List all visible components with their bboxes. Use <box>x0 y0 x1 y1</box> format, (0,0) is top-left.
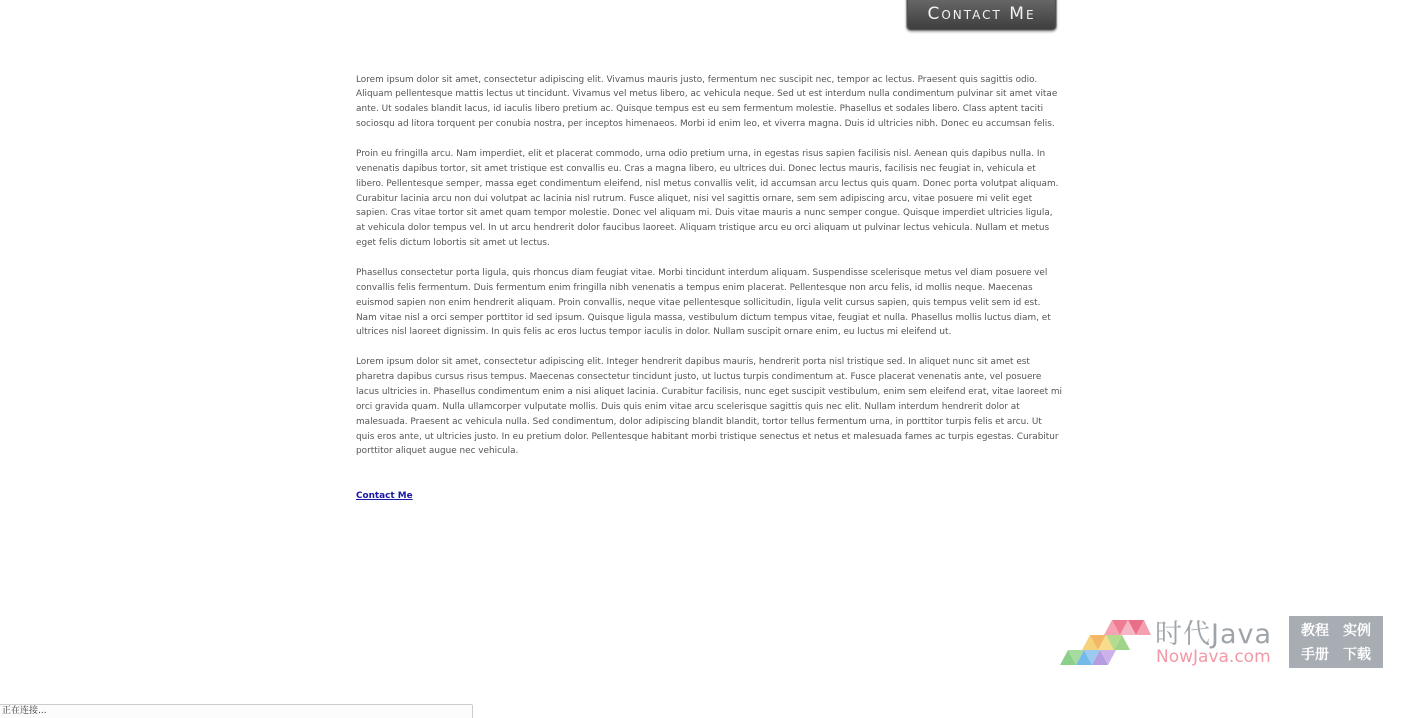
paragraph-line: porttitor aliquet augue nec vehicula. <box>356 446 519 457</box>
paragraph-1 <box>356 73 1070 133</box>
paragraph-line: convallis felis fermentum. Duis fermentum enim fringilla nibh venenatis a tempus enim placerat. Pellentesque non arcu felis, id mollis neque. Maecenas <box>356 282 1033 293</box>
contact-link-row <box>356 489 1070 504</box>
paragraph-line: libero. Pellentesque semper, massa eget condimentum eleifend, nisl metus convallis velit, id accumsan arcu lectus quis quam. Donec porta volutpat aliquam. <box>356 178 1059 189</box>
watermark-menu-item: 下载 <box>1343 647 1371 663</box>
status-bar <box>0 704 473 718</box>
triangle-logo-icon <box>1059 619 1152 666</box>
paragraph-line: malesuada. Praesent ac vehicula nulla. Sed condimentum, dolor adipiscing blandit blandit, tortor tellus fermentum urna, in porttitor turpis felis et arcu. Ut <box>356 416 1042 427</box>
contact-me-link[interactable]: Contact Me <box>356 491 413 501</box>
paragraph-line: lacus ultricies in. Phasellus condimentum enim a nisi aliquet lacinia. Curabitur facilisis, nunc eget suscipit vestibulum, enim sem eleifend erat, vitae laoreet mi <box>356 386 1062 397</box>
paragraph-line: eget felis dictum lobortis sit amet ut lectus. <box>356 238 550 249</box>
paragraph-line: quis eros ante, ut ultricies justo. In eu pretium dolor. Pellentesque habitant morbi tristique senectus et netus et malesuada fames ac turpis egestas. Curabitur <box>356 431 1059 442</box>
paragraph-line: ante. Ut sodales blandit lacus, id iaculis libero pretium ac. Quisque tempus est eu sem fermentum molestie. Phasellus et sodales libero. Class aptent taciti <box>356 104 1044 115</box>
paragraph-line: euismod sapien non enim hendrerit aliquam. Proin convallis, neque vitae pellentesque sollicitudin, ligula velit cursus sapien, quis tempus velit sem id est. <box>356 297 1041 308</box>
article-body <box>356 73 1070 504</box>
watermark-menu-box <box>1289 616 1383 668</box>
paragraph-line: Curabitur lacinia arcu non dui volutpat ac lacinia nisl rutrum. Fusce aliquet, nisi vel sagittis ornare, sem sem adipiscing arcu, vitae posuere mi velit eget <box>356 193 1033 204</box>
paragraph-2 <box>356 147 1070 251</box>
paragraph-line: sapien. Cras vitae tortor sit amet quam tempor molestie. Donec vel aliquam mi. Duis vitae mauris a nunc semper congue. Quisque imperdiet ultricies ligula, <box>356 208 1053 219</box>
paragraph-line: ultrices nisl laoreet dignissim. In quis felis ac eros luctus tempor iaculis in dolor. Nullam suscipit ornare enim, eu luctus mi eleifend ut. <box>356 327 952 338</box>
watermark-url: NowJava.com <box>1156 647 1271 667</box>
paragraph-line: orci gravida quam. Nulla ullamcorper vulputate mollis. Duis quis enim vitae arcu scelerisque sagittis quis nec elit. Nullam interdum hendrerit dolor at <box>356 401 1020 412</box>
watermark-menu-item: 教程 <box>1301 623 1329 639</box>
paragraph-line: Lorem ipsum dolor sit amet, consectetur adipiscing elit. Vivamus mauris justo, fermentum nec suscipit nec, tempor ac lectus. Praesent quis sagittis odio. <box>356 74 1038 85</box>
paragraph-line: sociosqu ad litora torquent per conubia nostra, per inceptos himenaeos. Morbi id enim leo, et viverra magna. Duis id ultricies nibh. Donec eu accumsan felis. <box>356 119 1055 130</box>
paragraph-3 <box>356 266 1070 340</box>
contact-me-button-label: Contact Me <box>927 4 1036 24</box>
paragraph-line: at vehicula dolor tempus vel. In ut arcu hendrerit dolor faucibus laoreet. Aliquam tristique arcu eu orci aliquam ut pulvinar lectus vehicula. Nullam et metus <box>356 223 1050 234</box>
paragraph-line: Nam vitae nisl a orci semper porttitor id sed ipsum. Quisque ligula massa, vestibulum dictum tempus vitae, feugiat et nulla. Phasellus mollis luctus diam, et <box>356 312 1051 323</box>
status-text: 正在连接... <box>2 706 47 716</box>
paragraph-line: venenatis dapibus tortor, sit amet tristique est convallis eu. Cras a magna libero, eu ultrices dui. Donec lectus mauris, facilisis nec feugiat in, vehicula et <box>356 163 1036 174</box>
paragraph-line: Phasellus consectetur porta ligula, quis rhoncus diam feugiat vitae. Morbi tincidunt interdum aliquam. Suspendisse scelerisque metus vel diam posuere vel <box>356 267 1048 278</box>
contact-me-button[interactable] <box>906 0 1057 31</box>
watermark-menu-item: 手册 <box>1301 647 1329 663</box>
watermark-brand: 时代Java <box>1155 619 1273 650</box>
watermark-menu-item: 实例 <box>1343 623 1371 639</box>
paragraph-line: pharetra dapibus cursus risus tempus. Maecenas consectetur tincidunt justo, ut luctus turpis condimentum at. Fusce placerat venenatis ante, vel posuere <box>356 372 1042 382</box>
paragraph-line: Aliquam pellentesque mattis lectus ut tincidunt. Vivamus vel metus libero, ac vehicula neque. Sed ut est interdum nulla condimentum pulvinar sit amet vitae <box>356 89 1058 100</box>
paragraph-line: Lorem ipsum dolor sit amet, consectetur adipiscing elit. Integer hendrerit dapibus mauris, hendrerit porta nisl tristique sed. In aliquet nunc sit amet est <box>356 357 1030 368</box>
paragraph-line: Proin eu fringilla arcu. Nam imperdiet, elit et placerat commodo, urna odio pretium urna, in egestas risus sapien facilisis nisl. Aenean quis dapibus nulla. In <box>356 148 1046 159</box>
paragraph-4 <box>356 355 1070 459</box>
